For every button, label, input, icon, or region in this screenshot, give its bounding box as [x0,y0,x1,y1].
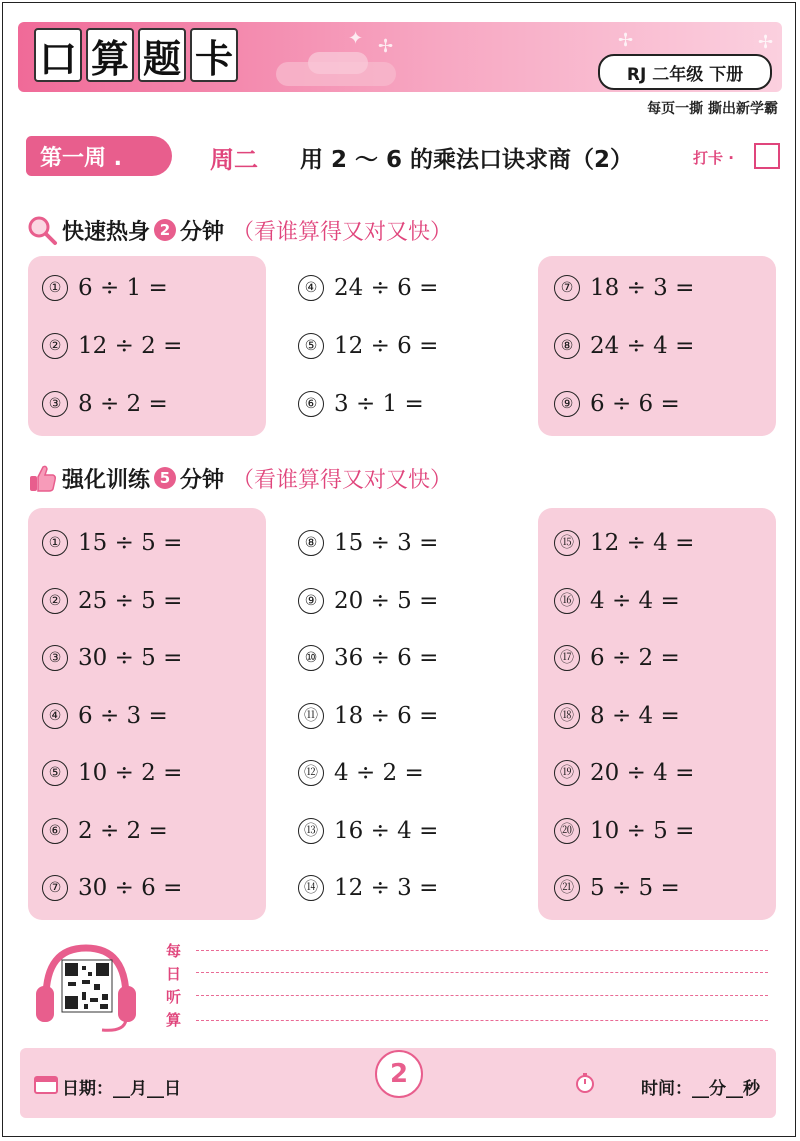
problem-number: ④ [42,703,68,729]
title-char: 算 [86,28,134,82]
problem-expression: 24 ÷ 4 = [590,333,695,359]
problem-item [42,875,182,901]
problem-number: ① [42,530,68,556]
problem-expression: 25 ÷ 5 = [78,587,183,614]
problem-expression: 6 ÷ 6 = [590,391,680,417]
checkin-label: 打卡 · [693,149,734,167]
sparkle-icon: ✢ [758,32,774,53]
problem-number: ⑬ [298,818,324,844]
problem-item [298,530,438,556]
problem-number: ⑦ [42,875,68,901]
problem-item [298,275,438,301]
sparkle-icon: ✢ [378,36,394,57]
problem-number: ⑨ [298,588,324,614]
problem-item [298,760,424,786]
problem-expression: 20 ÷ 4 = [590,760,695,786]
problem-item [42,530,182,556]
problem-item [298,645,438,671]
warmup-header [26,214,452,246]
problem-number: ④ [298,275,324,301]
warmup-unit: 分钟 [180,219,225,245]
problem-number: ⑫ [298,760,324,786]
problem-item [42,703,168,729]
problem-item [298,875,438,901]
problem-expression: 4 ÷ 2 = [334,760,424,786]
problem-number: ⑲ [554,760,580,786]
problem-expression: 18 ÷ 3 = [590,275,695,301]
problem-expression: 36 ÷ 6 = [334,645,439,671]
problem-expression: 10 ÷ 5 = [590,817,695,844]
problem-item [554,875,680,901]
problem-expression: 16 ÷ 4 = [334,817,439,844]
problem-expression: 4 ÷ 4 = [590,587,680,614]
problem-expression: 6 ÷ 1 = [78,275,168,301]
problem-item [554,703,680,729]
stopwatch-icon [574,1072,596,1094]
problem-number: ② [42,588,68,614]
problem-number: ⑮ [554,530,580,556]
weekday-label: 周二 [210,146,258,174]
problem-expression: 6 ÷ 2 = [590,645,680,671]
sparkle-icon: ✦ [348,28,364,49]
answer-line[interactable] [196,972,768,973]
checkin-checkbox[interactable] [754,143,780,169]
problem-expression: 12 ÷ 4 = [590,530,695,556]
headset-qr-icon [34,940,138,1036]
problem-item [42,818,168,844]
answer-line[interactable] [196,995,768,996]
lesson-topic: 用 2 ～ 6 的乘法口诀求商（2） [300,147,634,173]
title-char: 题 [138,28,186,82]
problem-item [554,818,694,844]
problem-number: ⑰ [554,645,580,671]
problem-number: ㉑ [554,875,580,901]
problem-item [298,588,438,614]
problem-expression: 8 ÷ 4 = [590,702,680,729]
week-label: 第一周 . [26,136,172,176]
title-char: 卡 [190,28,238,82]
problem-number: ⑧ [298,530,324,556]
answer-line[interactable] [196,1020,768,1021]
problem-number: ③ [42,391,68,417]
problem-expression: 8 ÷ 2 = [78,391,168,417]
problem-number: ① [42,275,68,301]
problem-expression: 20 ÷ 5 = [334,587,439,614]
problem-item [298,703,438,729]
date-field[interactable]: 日期：__月__日 [62,1079,181,1099]
problem-number: ⑭ [298,875,324,901]
thumbs-up-icon [26,462,58,494]
problem-item [42,760,182,786]
problem-item [554,333,694,359]
problem-item [42,391,168,417]
training-minutes: 5 [154,467,176,489]
page-number: 2 [375,1050,423,1098]
training-unit: 分钟 [180,467,225,493]
problem-item [42,275,168,301]
problem-number: ⑤ [42,760,68,786]
page-title [26,27,246,83]
problem-number: ⑪ [298,703,324,729]
problem-number: ⑥ [42,818,68,844]
grade-badge: RJ 二年级 下册 [598,54,772,90]
problem-number: ⑩ [298,645,324,671]
problem-number: ⑦ [554,275,580,301]
problem-item [554,530,694,556]
problem-expression: 5 ÷ 5 = [590,875,680,901]
problem-item [554,588,680,614]
problem-expression: 30 ÷ 5 = [78,645,183,671]
problem-expression: 12 ÷ 2 = [78,333,183,359]
problem-item [554,645,680,671]
problem-expression: 24 ÷ 6 = [334,275,439,301]
problem-item [554,760,694,786]
problem-item [554,275,694,301]
problem-item [298,818,438,844]
training-header [26,462,452,494]
problem-expression: 15 ÷ 5 = [78,530,183,556]
problem-number: ⑳ [554,818,580,844]
daily-listen-label: 每日听算 [166,942,182,1029]
sparkle-icon: ✢ [618,30,634,51]
warmup-note: （看谁算得又对又快） [232,219,453,245]
problem-expression: 15 ÷ 3 = [334,530,439,556]
problem-number: ② [42,333,68,359]
problem-expression: 3 ÷ 1 = [334,391,424,417]
time-field[interactable]: 时间：__分__秒 [641,1079,760,1099]
problem-number: ⑧ [554,333,580,359]
problem-number: ⑤ [298,333,324,359]
slogan: 每页一撕 撕出新学霸 [647,101,778,117]
magnifier-icon [26,214,58,246]
problem-item [42,588,182,614]
problem-item [298,391,424,417]
cloud-decoration [308,52,368,74]
problem-expression: 2 ÷ 2 = [78,817,168,844]
problem-number: ⑥ [298,391,324,417]
problem-expression: 6 ÷ 3 = [78,702,168,729]
training-title: 强化训练 [62,467,151,493]
problem-number: ⑱ [554,703,580,729]
problem-expression: 18 ÷ 6 = [334,702,439,729]
problem-item [554,391,680,417]
calendar-icon [34,1074,58,1094]
title-char: 口 [34,28,82,82]
warmup-title: 快速热身 [62,219,151,245]
training-note: （看谁算得又对又快） [232,467,453,493]
warmup-minutes: 2 [154,219,176,241]
problem-expression: 30 ÷ 6 = [78,875,183,901]
problem-expression: 12 ÷ 6 = [334,333,439,359]
problem-number: ⑨ [554,391,580,417]
problem-number: ③ [42,645,68,671]
answer-line[interactable] [196,950,768,951]
problem-expression: 12 ÷ 3 = [334,875,439,901]
problem-expression: 10 ÷ 2 = [78,760,183,786]
problem-item [42,645,182,671]
problem-item [298,333,438,359]
problem-item [42,333,182,359]
problem-number: ⑯ [554,588,580,614]
